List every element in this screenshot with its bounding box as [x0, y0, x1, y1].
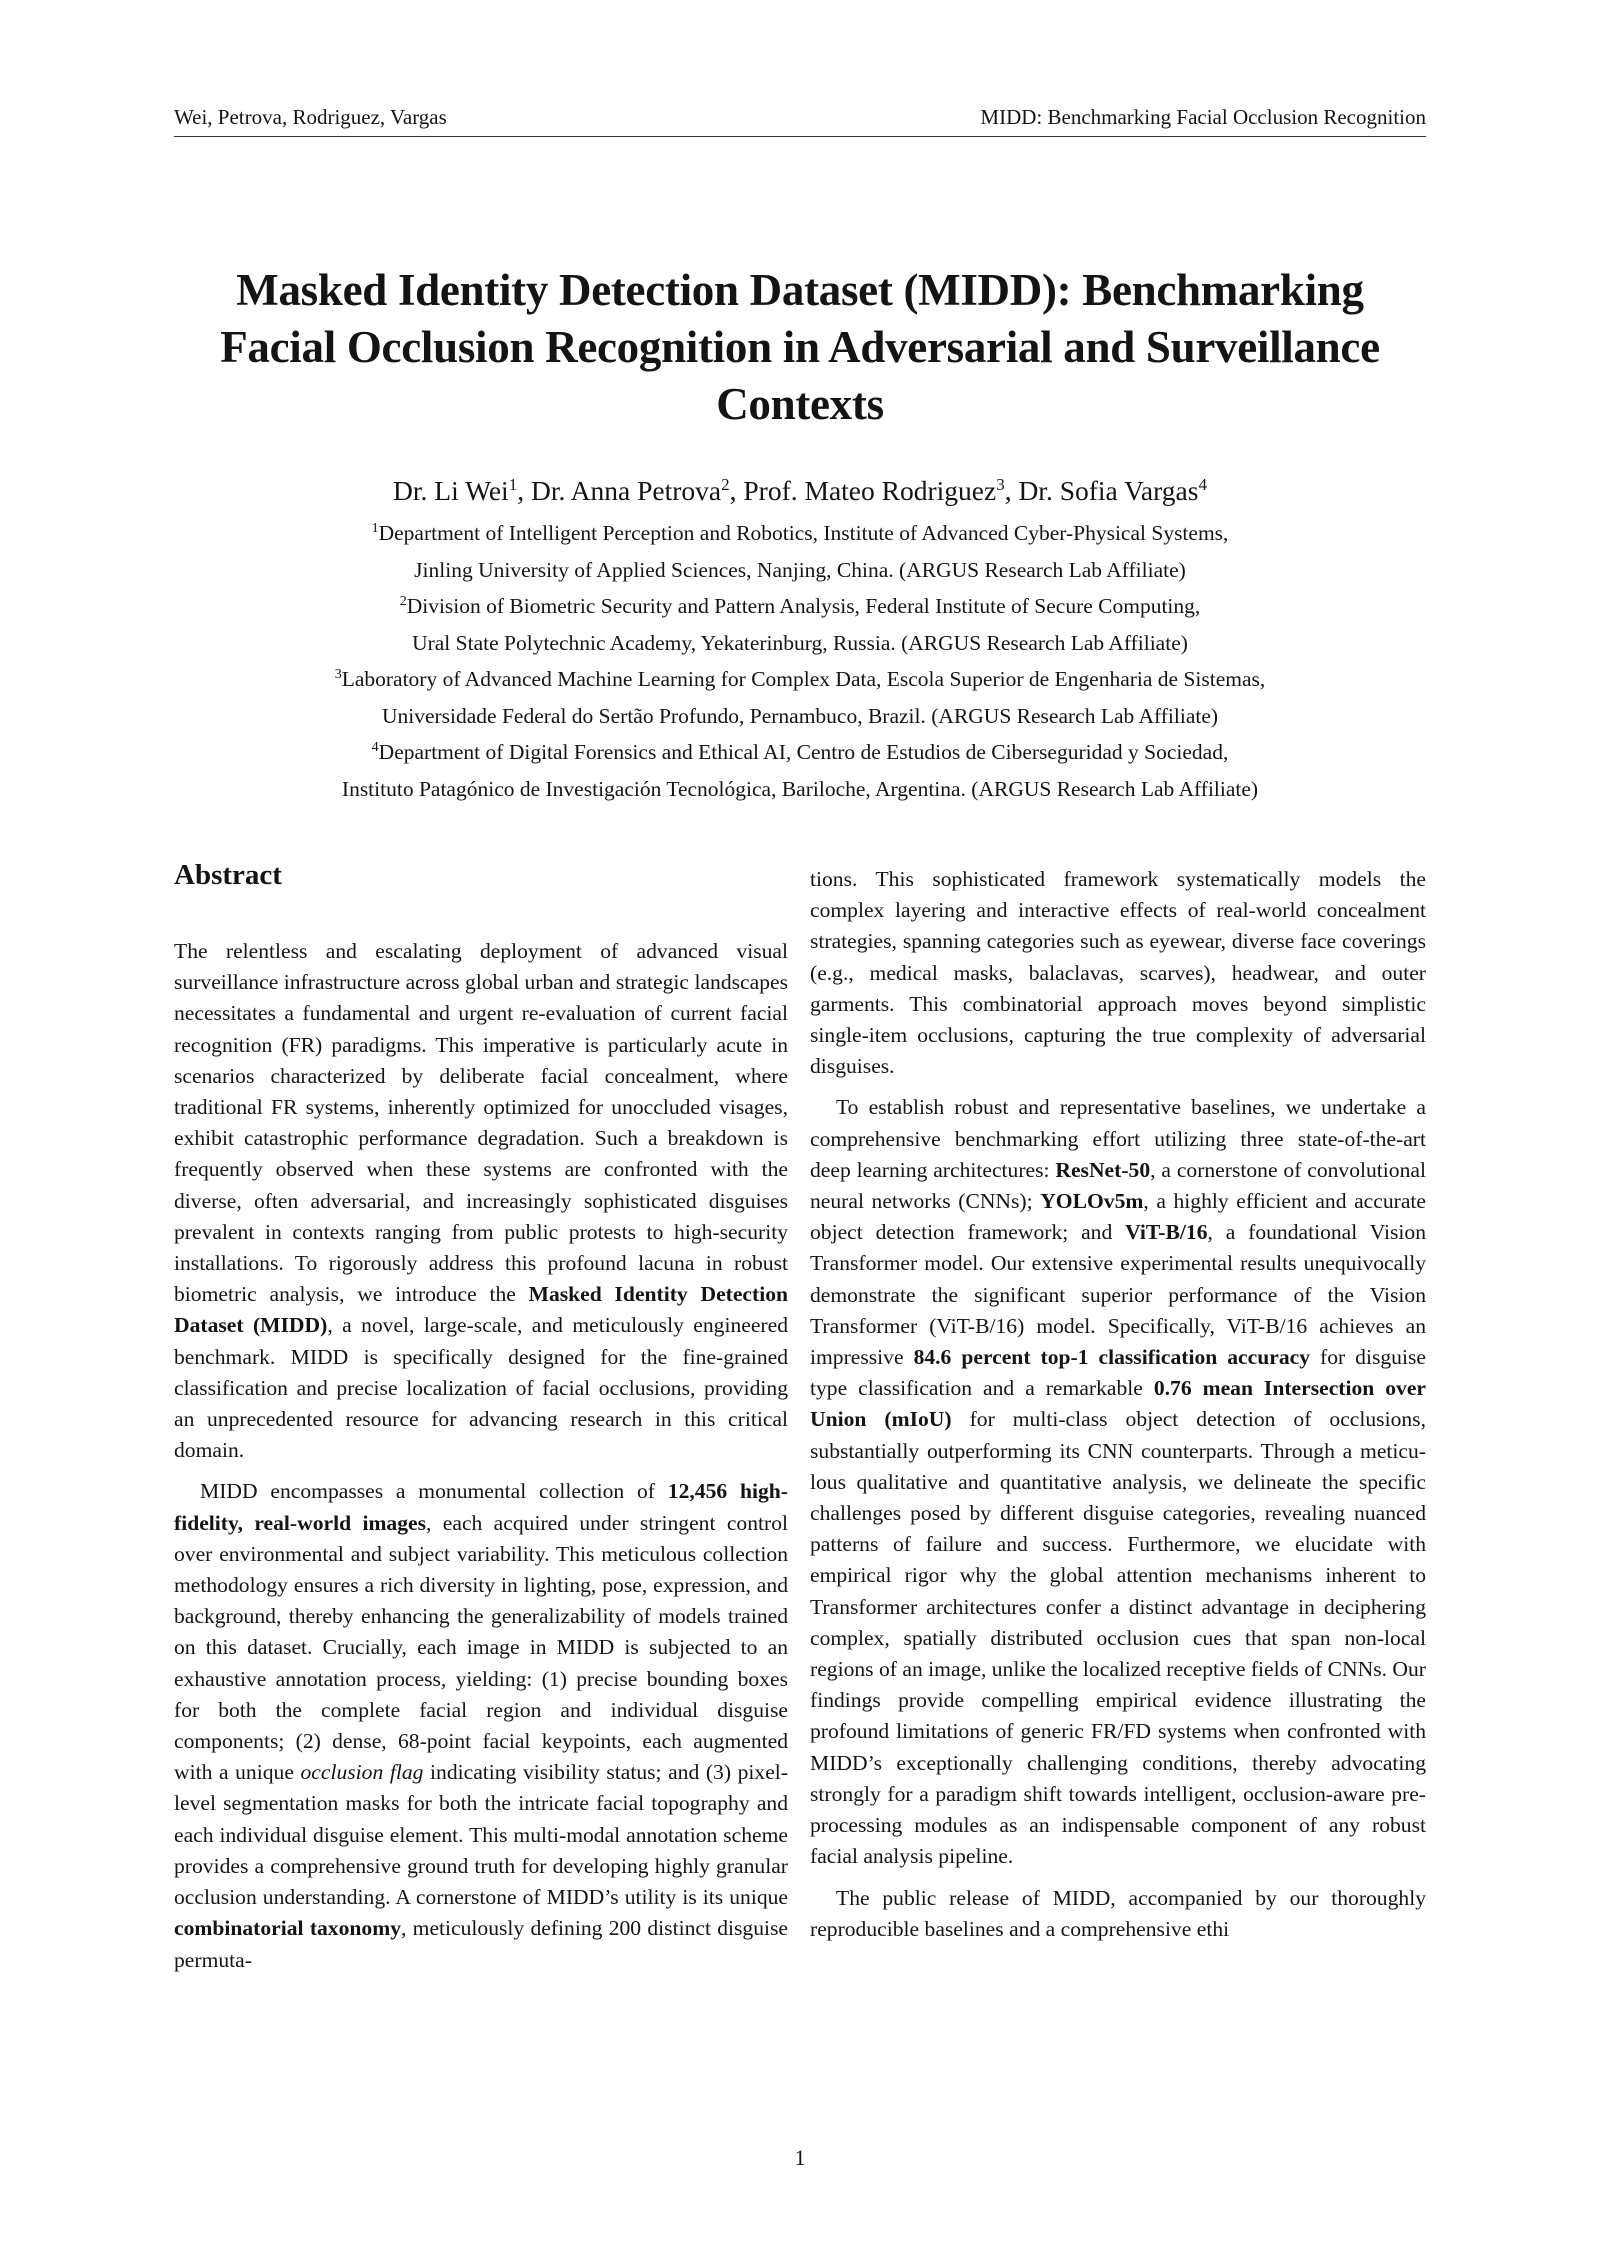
- affil-line: Department of Intelligent Perception and Robotics, Institute of Advanced Cyber-Physical Systems,: [378, 521, 1229, 545]
- author-separator: ,: [1004, 475, 1019, 506]
- abstract-paragraph-4: [810, 1883, 1426, 1945]
- affiliation-list: [174, 515, 1426, 807]
- abstract-paragraph-2: [174, 1476, 788, 1975]
- affil-line: Instituto Patagónico de Investigación Tecnológica, Bariloche, Argentina. (ARGUS Research Lab Affiliate): [341, 776, 1259, 801]
- author-name: Dr. Sofia Vargas: [1018, 475, 1199, 506]
- text-run: To establish robust and representative baselines, we undertake a comprehensive benchmarking effort utilizing three state-of-the-art deep learning architectures:: [810, 1095, 1426, 1182]
- text-run: tions. This sophisticated framework systematically models the complex layering and interactive effects of real-world concealment strategies, spanning categories such as eyewear, diverse face coverings (e.g., medical masks, balaclavas, scarves), headwear, and outer garments. This combinatorial approach moves beyond simplistic single-item occlusions, capturing the true complexity of adversarial disguises.: [810, 867, 1426, 1079]
- text-run: , a highly efficient and accurate object detection framework; and: [810, 1189, 1427, 1245]
- author-name: Dr. Li Wei: [393, 475, 509, 506]
- text-run: , meticulously defining 200 distinct disguise permuta-: [174, 1916, 788, 1972]
- text-run: , each acquired under stringent control over environmental and subject variability. This meticulous collection methodology ensures a rich diversity in lighting, pose, expression, and background, thereby enhancing the generalizability of models trained on this dataset. Crucially, each image in MIDD is subjected to an exhaustive annotation process, yielding: (1) precise bounding boxes for both the complete facial region and individual disguise components; (2) dense, 68-point facial keypoints, each augmented with a unique: [174, 1510, 788, 1785]
- affil-mark: 2: [399, 594, 407, 609]
- title-line-1: Masked Identity Detection Dataset (MIDD): Benchmarking: [236, 265, 1364, 315]
- author-affil-mark: 4: [1198, 475, 1207, 494]
- author-separator: ,: [729, 475, 744, 506]
- text-run: , a cornerstone of convolutional neural networks (CNNs);: [810, 1157, 1426, 1214]
- affil-line: Division of Biometric Security and Pattern Analysis, Federal Institute of Secure Computing,: [406, 594, 1201, 618]
- title-block: [174, 262, 1426, 807]
- abstract-heading: Abstract: [174, 859, 282, 891]
- affil-line: Department of Digital Forensics and Ethical AI, Centro de Estudios de Ciberseguridad y Sociedad,: [378, 740, 1229, 764]
- author-list: [174, 473, 1426, 509]
- bold-run: YOLOv5m: [1040, 1189, 1144, 1214]
- bold-run: 12,456 high-fidelity, real-world images: [174, 1479, 788, 1535]
- bold-run: 0.76 mean Intersection over Union (mIoU): [810, 1376, 1427, 1432]
- affiliation-1: [174, 515, 1426, 588]
- title-line-2: Facial Occlusion Recognition in Adversarial and Surveillance: [220, 322, 1380, 372]
- paper-title: [174, 262, 1426, 433]
- bold-run: Masked Identity Detection Dataset (MIDD): [174, 1282, 789, 1338]
- affiliation-2: [174, 588, 1426, 661]
- text-run: , a foundational Vision Transformer model. Our extensive experimental results unequivocally demonstrate the significant superior performance of the Vision Transformer (ViT-B/16) model. Specifically, ViT-B/16 achieves an impressive: [810, 1220, 1426, 1370]
- text-run: MIDD encompasses a monumental collection of: [200, 1479, 668, 1504]
- abstract-paragraph-1: [174, 936, 788, 1466]
- abstract-paragraph-3: [810, 1092, 1426, 1872]
- text-run: The relentless and escalating deployment of advanced visual surveillance infrastructure across global urban and strategic landscapes necessitates a fundamental and urgent re-evaluation of current facial recognition (FR) paradigms. This imperative is particularly acute in scenarios characterized by deliberate facial concealment, where traditional FR systems, inherently optimized for unoccluded visages, exhibit catastrophic performance degradation. Such a breakdown is frequently observed when these systems are confronted with the diverse, often adversarial, and increasingly sophisticated disguises prevalent in contexts ranging from public protests to high-security installations. To rigorously address this profound lacuna in robust biometric analysis, we introduce the: [174, 939, 788, 1307]
- affil-line: Jinling University of Applied Sciences, Nanjing, China. (ARGUS Research Lab Affiliate): [414, 557, 1186, 582]
- bold-run: 84.6 percent top-1 classification accuracy: [913, 1345, 1310, 1370]
- left-column: [174, 855, 788, 1986]
- text-run: The public release of MIDD, accompanied by our thoroughly reproducible baselines and a comprehensive ethi: [810, 1885, 1426, 1941]
- right-column: [810, 864, 1426, 1955]
- text-run: for multi-class object detection of occlusions, substantially outperforming its CNN counterparts. Through a meticulous qualitative and quantitative analysis, we delineate the specific challenges posed by different disguise categories, revealing nuanced patterns of failure and success. Furthermore, we elucidate with empirical rigor why the global attention mechanisms inherent to Transformer architectures confer a distinct advantage in deciphering complex, spatially distributed occlusion cues that span non-local regions of an image, unlike the localized receptive fields of CNNs. Our findings provide compelling empirical evidence illustrating the profound limitations of generic FR/FD systems when confronted with MIDD’s exceptionally challenging conditions, thereby advocating strongly for a paradigm shift towards intelligent, occlusion-aware pre-processing modules as an indispensable component of any robust facial analysis pipeline.: [810, 1407, 1426, 1869]
- author-name: Dr. Anna Petrova: [530, 475, 722, 506]
- affil-mark: 4: [371, 740, 379, 755]
- italic-run: occlusion flag: [300, 1760, 424, 1785]
- affil-line: Universidade Federal do Sertão Profundo, Pernambuco, Brazil. (ARGUS Research Lab Affiliate): [381, 703, 1219, 728]
- bold-run: combinatorial taxonomy: [174, 1916, 401, 1941]
- text-run: , a novel, large-scale, and meticulously engineered benchmark. MIDD is specifically designed for the fine-grained classification and precise localization of facial occlusions, providing an unprecedented resource for advancing research in this critical domain.: [174, 1313, 788, 1463]
- running-head-title: MIDD: Benchmarking Facial Occlusion Recognition: [980, 105, 1426, 129]
- author-affil-mark: 3: [996, 475, 1005, 494]
- author-separator: ,: [517, 475, 531, 506]
- page-number: 1: [794, 2145, 806, 2170]
- affil-line: Laboratory of Advanced Machine Learning for Complex Data, Escola Superior de Engenharia de Sistemas,: [341, 667, 1266, 691]
- affiliation-4: [174, 734, 1426, 807]
- affil-mark: 3: [334, 667, 342, 682]
- author-affil-mark: 2: [721, 475, 730, 494]
- text-run: for disguise type classification and a remarkable: [810, 1345, 1426, 1401]
- running-header: [174, 100, 1426, 137]
- author-affil-mark: 1: [508, 475, 518, 494]
- running-head-authors: Wei, Petrova, Rodriguez, Vargas: [174, 105, 447, 129]
- text-run: indicating visibility status; and (3) pixel-level segmentation masks for both the intricate facial topography and each individual disguise element. This multi-modal annotation scheme provides a comprehensive ground truth for developing highly granular occlusion understanding. A cornerstone of MIDD’s utility is its unique: [174, 1760, 788, 1910]
- bold-run: ResNet-50: [1055, 1157, 1151, 1182]
- affiliation-3: [174, 661, 1426, 734]
- bold-run: ViT-B/16: [1125, 1220, 1208, 1245]
- author-name: Prof. Mateo Rodriguez: [743, 475, 997, 506]
- abstract-paragraph-2-continued: [810, 864, 1426, 1082]
- affil-mark: 1: [371, 521, 379, 536]
- affil-line: Ural State Polytechnic Academy, Yekaterinburg, Russia. (ARGUS Research Lab Affiliate): [412, 630, 1188, 655]
- title-line-3: Contexts: [716, 379, 884, 429]
